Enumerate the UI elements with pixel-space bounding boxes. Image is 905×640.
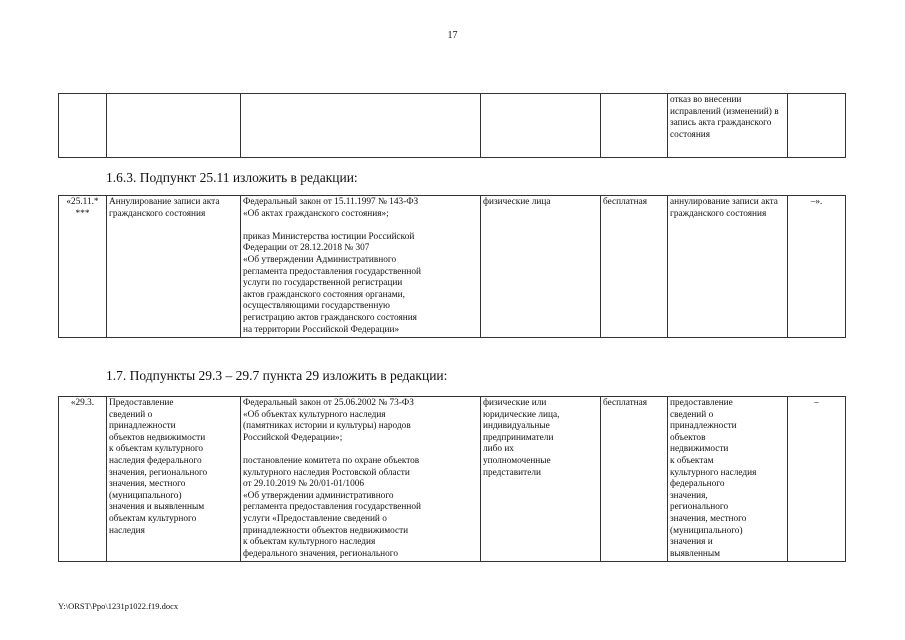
text-line: (памятниках истории и культуры) народов xyxy=(243,421,411,432)
text-line: сведений о xyxy=(109,409,153,420)
table-row xyxy=(59,397,846,562)
text-line: актов гражданского состояния органами, xyxy=(243,289,405,300)
text-line: регионального xyxy=(670,502,729,513)
law-lines xyxy=(243,398,478,560)
text-line: значения, местного xyxy=(670,513,747,524)
cell-law xyxy=(241,196,481,338)
text-line: культурного наследия xyxy=(670,467,757,478)
text-line: к объектам культурного xyxy=(109,444,204,455)
text-line: культурного наследия Ростовской области xyxy=(243,467,410,478)
table-29-3 xyxy=(58,396,846,562)
cell-result: аннулирование записи акта гражданского состояния xyxy=(668,196,788,338)
law-lines xyxy=(243,197,478,336)
table-continuation xyxy=(58,93,846,158)
text-line: уполномоченные xyxy=(483,455,551,466)
text-line: услуги по государственной регистрации xyxy=(243,278,403,289)
cell-last xyxy=(788,94,846,158)
text-line: сведений о xyxy=(670,409,714,420)
cell-cost: бесплатная xyxy=(601,196,668,338)
text-line: услуги «Предоставление сведений о xyxy=(243,513,387,524)
text-line: значения и xyxy=(670,537,713,548)
text-line: постановление комитета по охране объектов xyxy=(243,455,420,466)
text-line: либо их xyxy=(483,444,514,455)
cell-cost: бесплатная xyxy=(601,397,668,562)
text-line: наследия федерального xyxy=(109,455,202,466)
text-line: выявленным xyxy=(670,548,721,559)
text-line xyxy=(243,444,478,456)
text-line: юридические лица, xyxy=(483,409,560,420)
cell-law xyxy=(241,94,481,158)
text-line: принадлежности xyxy=(109,421,176,432)
cell-num xyxy=(59,94,107,158)
text-line: принадлежности объектов недвижимости xyxy=(243,525,409,536)
text-line: значения, xyxy=(670,490,708,501)
text-line: Федеральный закон от 25.06.2002 № 73-ФЗ xyxy=(243,398,414,408)
text-line: значения и выявленным xyxy=(109,502,205,513)
text-line: Предоставление xyxy=(109,398,174,408)
result-lines xyxy=(670,398,785,560)
cell-result xyxy=(668,397,788,562)
text-line: Российской Федерации»; xyxy=(243,432,343,443)
text-line: физические или xyxy=(483,398,547,408)
text-line: к объектам xyxy=(670,455,714,466)
table-row xyxy=(59,94,846,158)
text-line: осуществляющими государственную xyxy=(243,301,390,312)
text-line: регламента предоставления государственной xyxy=(243,266,422,277)
cell-num: «29.3. xyxy=(59,397,107,562)
section-heading-1-6-3: 1.6.3. Подпункт 25.11 изложить в редакции: xyxy=(106,170,358,185)
text-line: (муниципального) xyxy=(109,490,182,501)
text-line: на территории Российской Федерации» xyxy=(243,324,400,335)
text-line: к объектам культурного наследия xyxy=(243,537,376,548)
section-heading-1-7: 1.7. Подпункты 29.3 – 29.7 пункта 29 изложить в редакции: xyxy=(106,368,448,383)
text-line: федерального значения, регионального xyxy=(243,548,399,559)
text-line: от 29.10.2019 № 20/01-01/1006 xyxy=(243,479,365,490)
text-line: объектам культурного xyxy=(109,513,197,524)
cell-name: Аннулирование записи акта гражданского состояния xyxy=(107,196,241,338)
table-25-11 xyxy=(58,195,846,338)
cell-num: «25.11.* *** xyxy=(59,196,107,338)
footer-file-path: Y:\ORST\Ppo\1231p1022.f19.docx xyxy=(58,601,179,611)
text-line: приказ Министерства юстиции Российской xyxy=(243,231,415,242)
page-number: 17 xyxy=(447,30,458,41)
cell-last: – xyxy=(788,397,846,562)
text-line: Федерации от 28.12.2018 № 307 xyxy=(243,243,370,254)
text-line: федерального xyxy=(670,479,725,490)
cell-applicant: физические лица xyxy=(481,196,601,338)
text-line: значения, регионального xyxy=(109,467,208,478)
text-line: значения, местного xyxy=(109,479,186,490)
text-line: регистрацию актов гражданского состояния xyxy=(243,312,417,323)
text-line: регламента предоставления государственной xyxy=(243,502,422,513)
cell-name xyxy=(107,94,241,158)
text-line: Федеральный закон от 15.11.1997 № 143-ФЗ xyxy=(243,197,419,207)
name-lines xyxy=(109,398,238,537)
text-line: принадлежности xyxy=(670,421,737,432)
cell-applicant xyxy=(481,397,601,562)
text-line: объектов недвижимости xyxy=(109,432,206,443)
text-line: представители xyxy=(483,467,541,478)
table-row xyxy=(59,196,846,338)
text-line: «Об утверждении административного xyxy=(243,490,394,501)
text-line: объектов xyxy=(670,432,706,443)
text-line: «Об объектах культурного наследия xyxy=(243,409,386,420)
cell-cost xyxy=(601,94,668,158)
cell-result: отказ во внесении исправлений (изменений) в запись акта гражданского состояния xyxy=(668,94,788,158)
cell-law xyxy=(241,397,481,562)
cell-name xyxy=(107,397,241,562)
text-line: индивидуальные xyxy=(483,421,550,432)
text-line: предоставление xyxy=(670,398,733,408)
applicant-lines xyxy=(483,398,598,479)
text-line: «Об утверждении Административного xyxy=(243,254,397,265)
cell-applicant xyxy=(481,94,601,158)
text-line: недвижимости xyxy=(670,444,729,455)
text-line: (муниципального) xyxy=(670,525,743,536)
text-line: наследия xyxy=(109,525,145,536)
text-line: предприниматели xyxy=(483,432,554,443)
text-line xyxy=(243,220,478,232)
text-line: «Об актах гражданского состояния»; xyxy=(243,208,389,219)
cell-last: –». xyxy=(788,196,846,338)
